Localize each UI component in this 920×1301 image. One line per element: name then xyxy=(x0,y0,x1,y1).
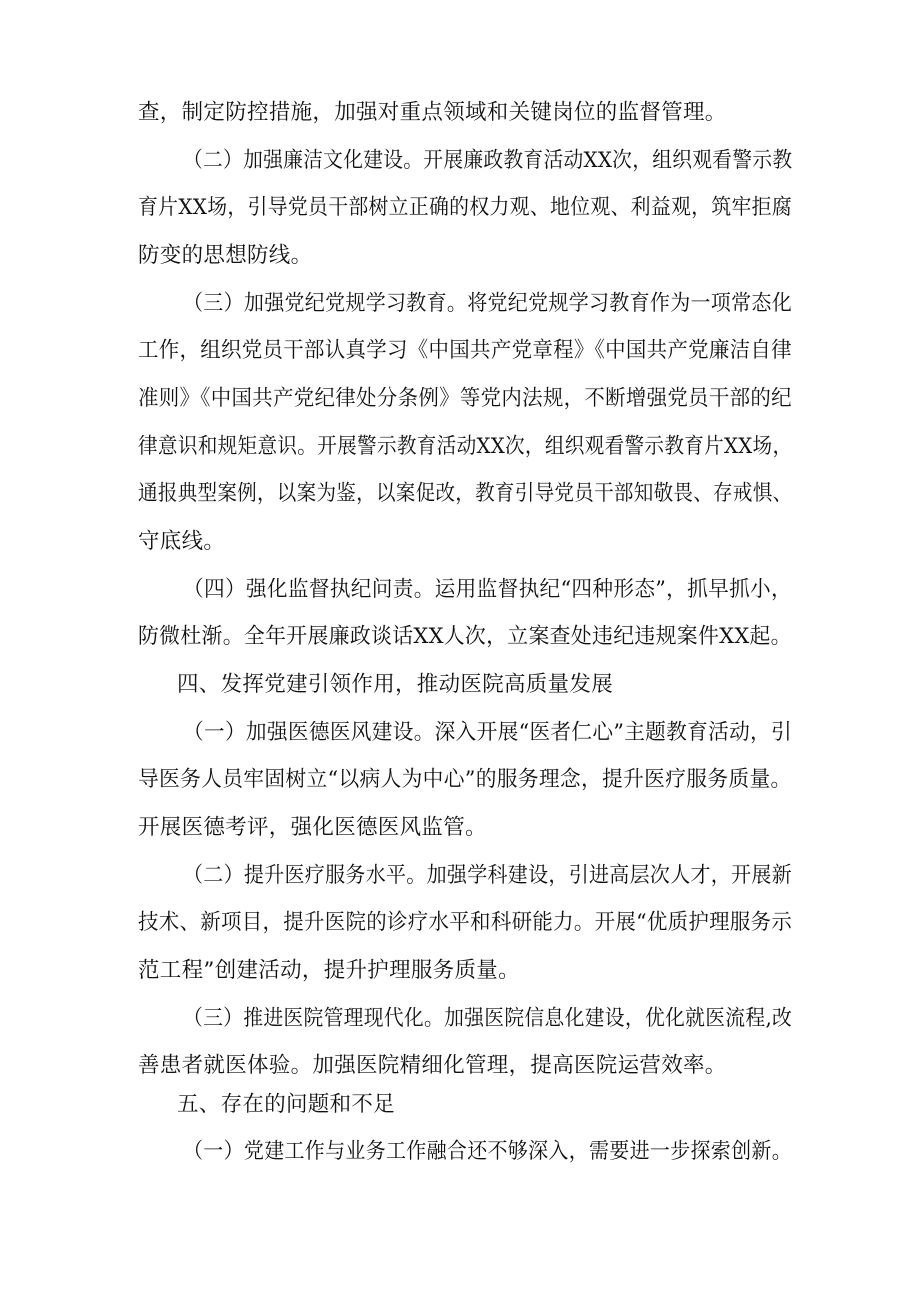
text-line: 育片XX场，引导党员干部树立正确的权力观、地位观、利益观，筑牢拒腐 xyxy=(138,195,792,220)
text-line: 律意识和规矩意识。开展警示教育活动XX次，组织观看警示教育片XX场， xyxy=(138,434,793,459)
text-line: 范工程”创建活动，提升护理服务质量。 xyxy=(138,958,520,983)
text-line: （二）加强廉洁文化建设。开展廉政教育活动XX次，组织观看警示教 xyxy=(183,148,793,173)
text-line: （四）强化监督执纪问责。运用监督执纪“四种形态”，抓早抓小， xyxy=(183,577,793,602)
text-line: （三）推进医院管理现代化。加强医院信息化建设，优化就医流程,改 xyxy=(183,1006,793,1031)
text-line: 通报典型案例，以案为鉴，以案促改，教育引导党员干部知敬畏、存戒惧、 xyxy=(138,481,793,506)
text-line: （二）提升医疗服务水平。加强学科建设，引进高层次人才，开展新 xyxy=(183,863,793,888)
section-heading: 四、发挥党建引领作用，推动医院高质量发展 xyxy=(177,672,614,697)
text-line: （三）加强党纪党规学习教育。将党纪党规学习教育作为一项常态化 xyxy=(183,291,793,316)
text-line: 准则》《中国共产党纪律处分条例》等党内法规，不断增强党员干部的纪 xyxy=(138,386,792,411)
text-line: 守底线。 xyxy=(138,529,226,554)
text-line: 查，制定防控措施，加强对重点领域和关键岗位的监督管理。 xyxy=(138,100,727,125)
text-line: 善患者就医体验。加强医院精细化管理，提高医院运营效率。 xyxy=(138,1053,727,1078)
text-line: （一）党建工作与业务工作融合还不够深入，需要进一步探索创新。 xyxy=(183,1139,793,1164)
text-line: 技术、新项目，提升医院的诊疗水平和科研能力。开展“优质护理服务示 xyxy=(138,910,793,935)
text-line: 工作，组织党员干部认真学习《中国共产党章程》《中国共产党廉洁自律 xyxy=(138,338,792,363)
text-line: 导医务人员牢固树立“以病人为中心”的服务理念，提升医疗服务质量。 xyxy=(138,767,792,792)
text-line: （一）加强医德医风建设。深入开展“医者仁心”主题教育活动，引 xyxy=(183,720,793,745)
section-heading: 五、存在的问题和不足 xyxy=(177,1092,396,1117)
text-line: 防微杜渐。全年开展廉政谈话XX人次，立案查处违纪违规案件XX起。 xyxy=(138,624,792,649)
text-line: 防变的思想防线。 xyxy=(138,243,313,268)
text-line: 开展医德考评，强化医德医风监管。 xyxy=(138,815,487,840)
